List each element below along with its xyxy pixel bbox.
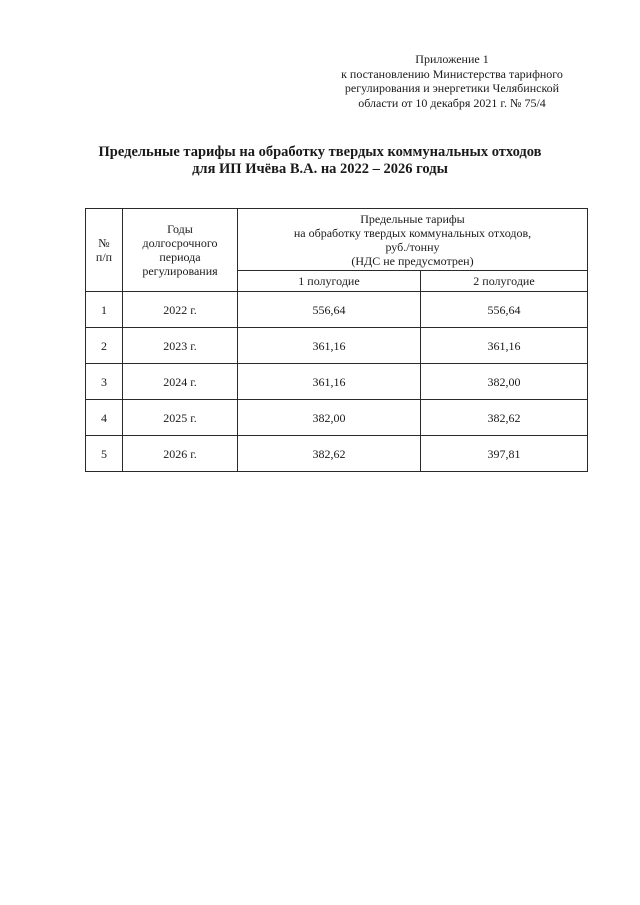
document-title — [0, 144, 640, 178]
cell-half-1: 361,16 — [238, 364, 421, 400]
cell-half-2: 397,81 — [421, 436, 588, 472]
cell-half-1: 556,64 — [238, 292, 421, 328]
cell-half-2: 556,64 — [421, 292, 588, 328]
cell-year: 2022 г. — [123, 292, 238, 328]
table-row — [86, 364, 588, 400]
cell-num: 4 — [86, 400, 123, 436]
header-years: Годы долгосрочного периода регулирования — [123, 209, 238, 292]
cell-num: 3 — [86, 364, 123, 400]
cell-year: 2023 г. — [123, 328, 238, 364]
cell-num: 5 — [86, 436, 123, 472]
table-row — [86, 292, 588, 328]
appendix-line: регулирования и энергетики Челябинской — [344, 81, 560, 95]
table-row — [86, 400, 588, 436]
cell-half-1: 382,62 — [238, 436, 421, 472]
appendix-line: Приложение 1 — [415, 52, 489, 66]
cell-year: 2025 г. — [123, 400, 238, 436]
title-line-2: для ИП Ичёва В.А. на 2022 – 2026 годы — [192, 161, 448, 177]
header-half-1: 1 полугодие — [238, 271, 421, 292]
cell-half-2: 382,00 — [421, 364, 588, 400]
appendix-line: области от 10 декабря 2021 г. № 75/4 — [358, 95, 546, 110]
cell-year: 2024 г. — [123, 364, 238, 400]
cell-year: 2026 г. — [123, 436, 238, 472]
cell-half-2: 361,16 — [421, 328, 588, 364]
table-row — [86, 328, 588, 364]
cell-half-2: 382,62 — [421, 400, 588, 436]
cell-num: 2 — [86, 328, 123, 364]
cell-num: 1 — [86, 292, 123, 328]
cell-half-1: 382,00 — [238, 400, 421, 436]
cell-half-1: 361,16 — [238, 328, 421, 364]
header-tariffs: Предельные тарифы на обработку твердых коммунальных отходов, руб./тонну (НДС не предусмотрен) — [238, 209, 588, 271]
table-row — [86, 436, 588, 472]
appendix-header — [322, 52, 582, 110]
header-num: № п/п — [86, 209, 123, 292]
title-line-1: Предельные тарифы на обработку твердых коммунальных отходов — [98, 144, 542, 160]
tariffs-table — [85, 208, 588, 472]
appendix-line: к постановлению Министерства тарифного — [341, 66, 563, 81]
header-half-2: 2 полугодие — [421, 271, 588, 292]
